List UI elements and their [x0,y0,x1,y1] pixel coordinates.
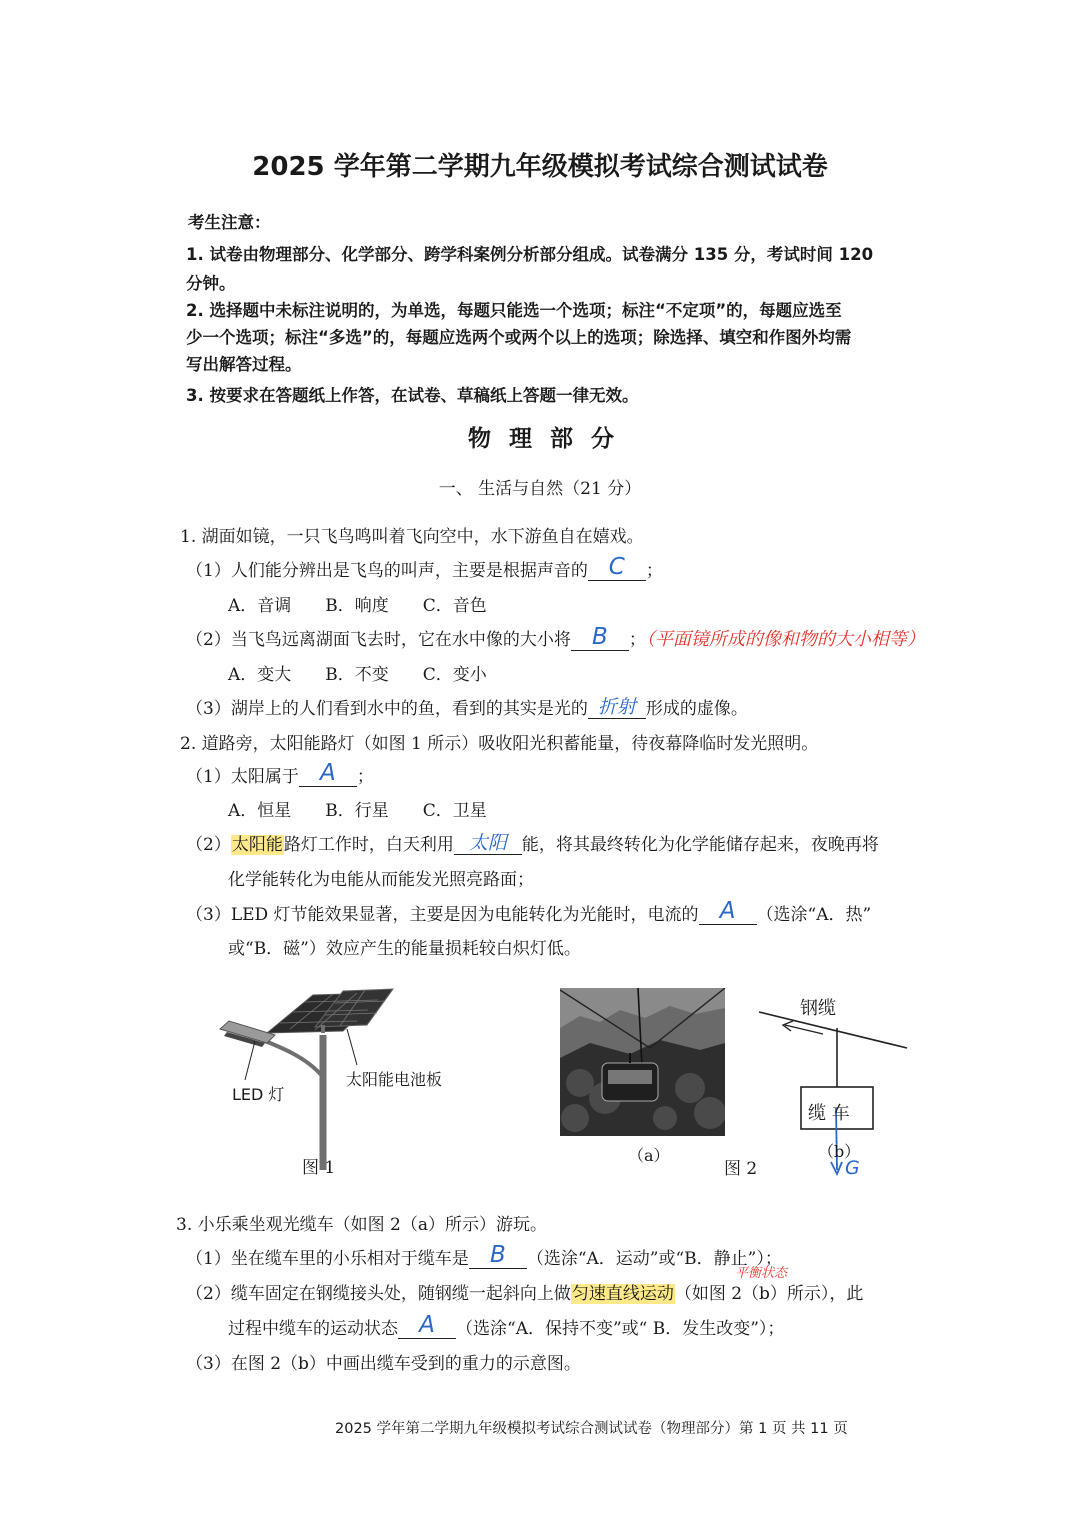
notice-line2c: 写出解答过程。 [186,355,302,374]
q2-stem: 2. 道路旁，太阳能路灯（如图 1 所示）吸收阳光积蓄能量，待夜幕降临时发光照明。 [180,734,819,754]
exam-title: 2025 学年第二学期九年级模拟考试综合测试试卷 [252,152,828,182]
q3-part1-text: （1）坐在缆车里的小乐相对于缆车是 [186,1249,469,1269]
led-lamp-icon [220,1021,275,1047]
figure-1-caption: 图 1 [302,1158,336,1178]
q3-part2 [186,1279,863,1304]
subsection-title: 一、 生活与自然（21 分） [438,479,642,499]
q1-part1-end: ； [645,561,663,581]
notice-line1a: 1. 试卷由物理部分、化学部分、跨学科案例分析部分组成。试卷满分 135 分，考试时间 120 [186,245,874,264]
notice-heading: 考生注意： [188,213,271,232]
page-footer: 2025 学年第二学期九年级模拟考试综合测试试卷（物理部分）第 1 页 共 11 页 [335,1421,848,1437]
q3-part1-end: （选涂“A．运动”或“B．静止”）； [526,1249,782,1269]
q3-part2-highlight: 匀速直线运动 [571,1284,674,1304]
q2-part2-blank [454,834,522,855]
q3-part2-note: 平衡状态 [735,1266,788,1281]
q1-part2 [186,625,925,651]
solar-panel-icon [267,989,393,1033]
q2-part1-answer: A [319,760,336,786]
q1-part1-options: A．音调 B．响度 C．音色 [228,596,487,616]
q2-part1 [186,762,374,787]
q2-part3-end: （选涂“A．热” [756,905,872,925]
q2-part1-blank [299,760,357,787]
q2-part3-answer: A [719,898,736,924]
section-title: 物理部分 [468,426,632,452]
q1-part3-blank [588,698,646,719]
q1-part1-text: （1）人们能分辨出是飞鸟的叫声，主要是根据声音的 [186,561,588,581]
cable-car-label: 缆 车 [808,1103,850,1124]
q3-part2-answer: A [419,1312,435,1338]
notice-line3: 3. 按要求在答题纸上作答，在试卷、草稿纸上答题一律无效。 [186,386,639,405]
q1-part1-blank [588,554,646,581]
q1-part1-answer: C [608,554,625,580]
q1-part3-text: （3）湖岸上的人们看到水中的鱼，看到的其实是光的 [186,699,588,719]
q2-part2-prefix: （2） [186,835,231,855]
led-lamp-label: LED 灯 [232,1085,285,1104]
q3-part2-end: （如图 2（b）所示），此 [674,1284,864,1304]
figure-2a-caption: （a） [628,1146,670,1165]
gravity-label: G [845,1157,860,1179]
q1-part2-text: （2）当飞鸟远离湖面飞去时，它在水中像的大小将 [186,630,571,650]
q3-stem: 3. 小乐乘坐观光缆车（如图 2（a）所示）游玩。 [176,1215,547,1235]
q3-part2-line2-text: 过程中缆车的运动状态 [228,1319,398,1339]
q3-part2-text: （2）缆车固定在钢缆接头处，随钢缆一起斜向上做 [186,1284,571,1304]
notice-line1b: 分钟。 [186,274,236,293]
q1-part2-answer: B [591,624,608,650]
figure-2b-caption: （b） [818,1142,861,1161]
q2-part3 [186,900,871,925]
figure-2a-cable-car-photo [560,988,725,1136]
q2-part3-text: （3）LED 灯节能效果显著，主要是因为电能转化为光能时，电流的 [186,905,699,925]
q2-part1-text: （1）太阳属于 [186,767,299,787]
figure-2b-diagram [755,992,915,1192]
q2-part3-blank [699,898,757,925]
q2-part2-end: 能，将其最终转化为化学能储存起来，夜晚再将 [521,835,879,855]
q1-stem: 1. 湖面如镜，一只飞鸟鸣叫着飞向空中，水下游鱼自在嬉戏。 [180,527,644,547]
q1-part3-answer: 折射 [597,696,636,718]
q1-part2-options: A．变大 B．不变 C．变小 [228,665,487,685]
q3-part2-line2 [228,1314,784,1339]
q1-part2-note: （平面镜所成的像和物的大小相等） [645,629,925,650]
q2-part2-line2: 化学能转化为电能从而能发光照亮路面； [228,870,534,890]
q3-part2-line2-end: （选涂“A．保持不变”或“ B．发生改变”）； [456,1319,785,1339]
q2-part2-highlight: 太阳能 [231,835,283,855]
q1-part3-end: 形成的虚像。 [645,699,748,719]
q1-part2-end: ； [628,630,646,650]
q3-part1-answer: B [489,1242,506,1268]
q3-part1-blank [469,1242,527,1269]
q3-part1 [186,1244,782,1269]
q2-part3-line2: 或“B．磁”）效应产生的能量损耗较白炽灯低。 [228,939,581,959]
figure-2-caption: 图 2 [724,1159,758,1179]
q2-part2-answer: 太阳 [468,832,507,854]
q2-part1-options: A．恒星 B．行星 C．卫星 [228,801,487,821]
q2-part2 [186,830,879,855]
q2-part2-text: 路灯工作时，白天利用 [283,835,454,855]
q2-part1-end: ； [356,767,374,787]
notice-line2b: 少一个选项；标注“多选”的，每题应选两个或两个以上的选项；除选择、填空和作图外均需 [186,328,852,347]
solar-panel-label: 太阳能电池板 [346,1070,443,1089]
q1-part2-blank [571,624,629,651]
cable-label: 钢缆 [800,998,836,1019]
q3-part2-blank [398,1312,456,1339]
q3-part3: （3）在图 2（b）中画出缆车受到的重力的示意图。 [186,1354,581,1374]
q1-part3 [186,694,748,719]
q1-part1 [186,556,663,581]
notice-line2a: 2. 选择题中未标注说明的，为单选，每题只能选一个选项；标注“不定项”的，每题应选至 [186,301,842,320]
